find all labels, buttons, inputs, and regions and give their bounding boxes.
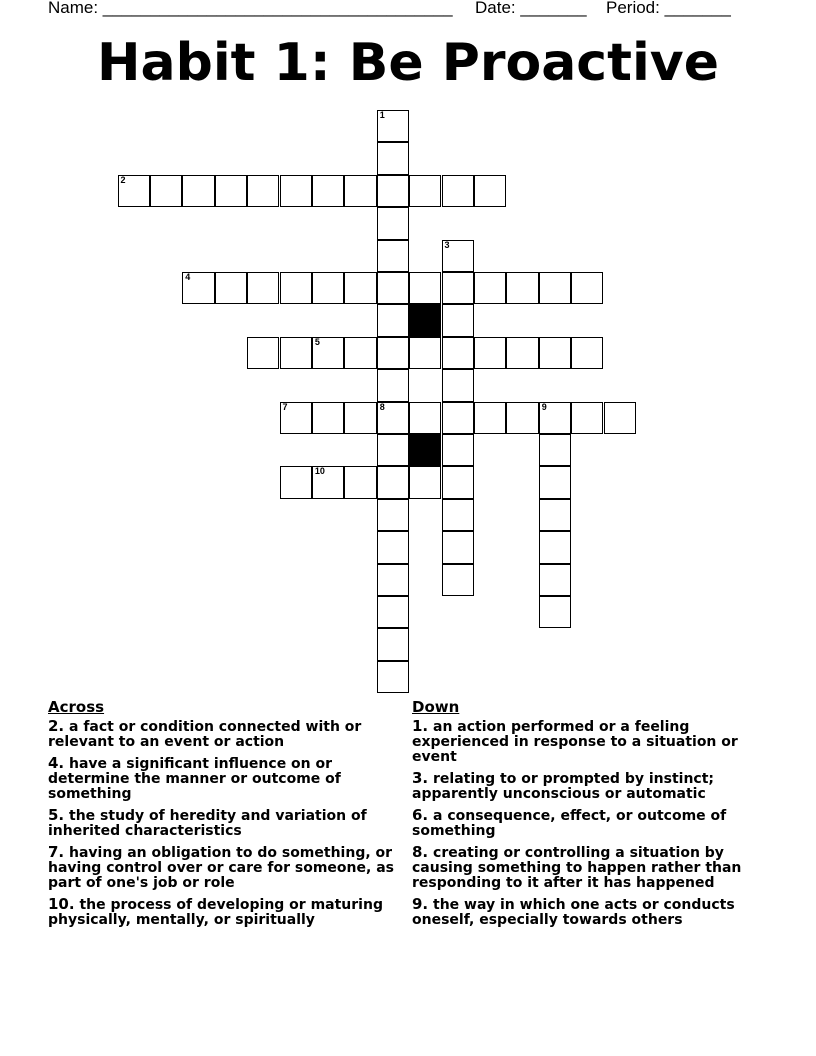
down-heading: Down xyxy=(412,698,460,716)
grid-cell[interactable] xyxy=(539,531,571,563)
grid-cell[interactable] xyxy=(377,628,409,660)
period-field-label[interactable]: Period: _______ xyxy=(606,0,731,17)
grid-cell[interactable] xyxy=(474,175,506,207)
clue-number: 3 xyxy=(444,239,450,250)
clue-text: creating or controlling a situation by causing something to happen rather than responding to it after it has happened xyxy=(412,845,742,891)
clue-number: 9 xyxy=(541,401,547,412)
grid-cell[interactable] xyxy=(442,531,474,563)
grid-cell[interactable] xyxy=(377,175,409,207)
grid-cell[interactable] xyxy=(474,272,506,304)
grid-cell[interactable] xyxy=(280,402,312,434)
grid-cell[interactable] xyxy=(377,240,409,272)
grid-cell[interactable] xyxy=(539,434,571,466)
clue-number: 4 xyxy=(185,272,191,282)
clue-text: relating to or prompted by instinct; apparently unconscious or automatic xyxy=(412,771,714,802)
grid-cell[interactable] xyxy=(442,272,474,304)
grid-cell[interactable] xyxy=(539,402,571,434)
down-clue-list xyxy=(412,719,767,928)
grid-cell[interactable] xyxy=(377,142,409,174)
clue-text: an action performed or a feeling experienced in response to a situation or event xyxy=(412,719,738,765)
grid-cell[interactable] xyxy=(215,272,247,304)
grid-cell[interactable] xyxy=(312,175,344,207)
clue-label-number: 7. xyxy=(48,843,65,861)
grid-cell[interactable] xyxy=(344,466,376,498)
clue-text: a consequence, effect, or outcome of something xyxy=(412,808,727,839)
grid-cell[interactable] xyxy=(506,337,538,369)
across-clue-list xyxy=(48,719,403,928)
grid-cell[interactable] xyxy=(377,110,409,142)
grid-cell[interactable] xyxy=(247,272,279,304)
across-clue xyxy=(48,897,403,928)
clue-number: 1 xyxy=(379,110,385,120)
grid-cell[interactable] xyxy=(377,531,409,563)
grid-cell[interactable] xyxy=(280,337,312,369)
grid-cell[interactable] xyxy=(377,661,409,693)
clue-label-number: 1. xyxy=(412,717,429,735)
clue-number: 2 xyxy=(120,174,126,185)
grid-cell[interactable] xyxy=(280,272,312,304)
clue-label-number: 9. xyxy=(412,895,429,913)
grid-cell[interactable] xyxy=(377,272,409,304)
grid-cell[interactable] xyxy=(312,272,344,304)
grid-cell[interactable] xyxy=(539,272,571,304)
grid-cell[interactable] xyxy=(377,434,409,466)
name-field-label[interactable]: Name: _____________________________________ xyxy=(48,0,453,17)
clue-number: 8 xyxy=(379,401,385,412)
grid-cell[interactable] xyxy=(377,369,409,401)
grid-cell[interactable] xyxy=(539,337,571,369)
grid-cell[interactable] xyxy=(182,272,214,304)
across-clue xyxy=(48,808,403,839)
clue-number: 5 xyxy=(314,336,320,347)
grid-cell[interactable] xyxy=(539,564,571,596)
grid-cell[interactable] xyxy=(442,337,474,369)
grid-cell[interactable] xyxy=(377,466,409,498)
grid-cell[interactable] xyxy=(377,564,409,596)
grid-cell[interactable] xyxy=(506,272,538,304)
grid-cell[interactable] xyxy=(571,402,603,434)
clue-label-number: 6. xyxy=(412,806,429,824)
grid-cell[interactable] xyxy=(571,337,603,369)
clue-label-number: 3. xyxy=(412,769,429,787)
grid-cell[interactable] xyxy=(571,272,603,304)
grid-cell[interactable] xyxy=(247,175,279,207)
grid-cell[interactable] xyxy=(474,402,506,434)
grid-cell[interactable] xyxy=(377,207,409,239)
grid-cell[interactable] xyxy=(247,337,279,369)
down-clue xyxy=(412,897,767,928)
grid-cell[interactable] xyxy=(442,369,474,401)
grid-cell[interactable] xyxy=(604,402,636,434)
clue-text: the way in which one acts or conducts oneself, especially towards others xyxy=(412,897,735,928)
down-clue xyxy=(412,719,767,765)
grid-cell[interactable] xyxy=(377,337,409,369)
down-clue xyxy=(412,845,767,891)
grid-cell[interactable] xyxy=(409,466,441,498)
grid-cell[interactable] xyxy=(506,402,538,434)
grid-cell[interactable] xyxy=(312,402,344,434)
puzzle-title: Habit 1: Be Proactive xyxy=(97,33,719,93)
black-cell xyxy=(409,434,441,466)
grid-cell[interactable] xyxy=(215,175,247,207)
across-clue xyxy=(48,756,403,802)
grid-cell[interactable] xyxy=(312,466,344,498)
grid-cell[interactable] xyxy=(312,337,344,369)
grid-cell[interactable] xyxy=(409,337,441,369)
grid-cell[interactable] xyxy=(442,304,474,336)
grid-cell[interactable] xyxy=(280,466,312,498)
clue-text: having an obligation to do something, or having control over or care for someone, as part of one's job or role xyxy=(48,845,394,891)
clue-text: a fact or condition connected with or relevant to an event or action xyxy=(48,719,362,750)
black-cell xyxy=(409,304,441,336)
across-clue xyxy=(48,845,403,891)
grid-cell[interactable] xyxy=(150,175,182,207)
grid-cell[interactable] xyxy=(442,466,474,498)
grid-cell[interactable] xyxy=(377,304,409,336)
grid-cell[interactable] xyxy=(442,564,474,596)
down-clue xyxy=(412,771,767,802)
grid-cell[interactable] xyxy=(539,466,571,498)
grid-cell[interactable] xyxy=(442,434,474,466)
grid-cell[interactable] xyxy=(344,402,376,434)
across-heading: Across xyxy=(48,698,105,716)
grid-cell[interactable] xyxy=(409,402,441,434)
clue-number: 7 xyxy=(282,401,288,412)
clue-text: the study of heredity and variation of inherited characteristics xyxy=(48,808,367,839)
across-clue xyxy=(48,719,403,750)
grid-cell[interactable] xyxy=(377,499,409,531)
grid-cell[interactable] xyxy=(539,596,571,628)
clue-label-number: 4. xyxy=(48,754,65,772)
clue-label-number: 5. xyxy=(48,806,65,824)
clue-text: have a significant influence on or determine the manner or outcome of something xyxy=(48,756,341,802)
clue-label-number: 8. xyxy=(412,843,429,861)
clue-label-number: 2. xyxy=(48,717,65,735)
clue-text: the process of developing or maturing physically, mentally, or spiritually xyxy=(48,897,383,928)
grid-cell[interactable] xyxy=(409,272,441,304)
grid-cell[interactable] xyxy=(442,402,474,434)
grid-cell[interactable] xyxy=(344,272,376,304)
down-clue xyxy=(412,808,767,839)
grid-cell[interactable] xyxy=(442,175,474,207)
date-field-label[interactable]: Date: _______ xyxy=(475,0,587,17)
down-clues xyxy=(412,698,767,934)
grid-cell[interactable] xyxy=(280,175,312,207)
across-clues xyxy=(48,698,403,934)
grid-cell[interactable] xyxy=(474,337,506,369)
clue-label-number: 10. xyxy=(48,895,75,913)
grid-cell[interactable] xyxy=(539,499,571,531)
grid-cell[interactable] xyxy=(118,175,150,207)
grid-cell[interactable] xyxy=(442,499,474,531)
grid-cell[interactable] xyxy=(442,240,474,272)
grid-cell[interactable] xyxy=(377,402,409,434)
grid-cell[interactable] xyxy=(377,596,409,628)
clue-number: 10 xyxy=(314,466,325,477)
grid-cell[interactable] xyxy=(409,175,441,207)
grid-cell[interactable] xyxy=(344,175,376,207)
grid-cell[interactable] xyxy=(182,175,214,207)
grid-cell[interactable] xyxy=(344,337,376,369)
